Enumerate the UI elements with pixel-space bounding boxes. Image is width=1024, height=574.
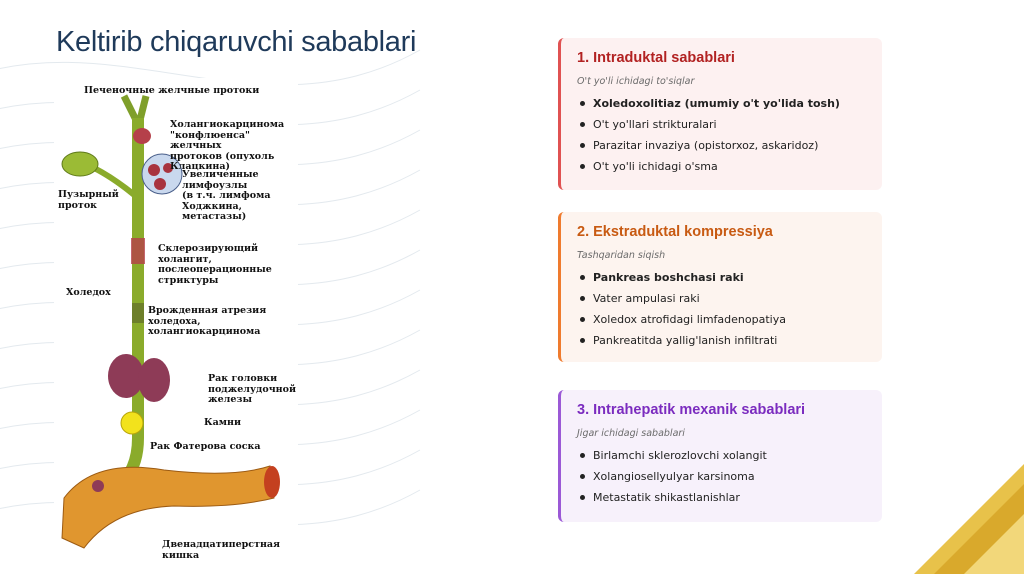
list-item: Pankreas boshchasi raki — [579, 267, 868, 288]
card-title: 1. Intraduktal sabablari — [577, 50, 735, 66]
label-choledoch: Холедох — [66, 287, 111, 298]
card-intrahepatic — [558, 390, 882, 522]
list-item: Vater ampulasi raki — [579, 288, 868, 309]
label-lymph-nodes: Увеличенные лимфоузлы (в т.ч. лимфома Ходжкина, метастазы) — [182, 169, 271, 222]
list-item: Birlamchi sklerozlovchi xolangit — [579, 445, 868, 466]
label-sclerosing: Склерозирующий холангит, послеоперационные стриктуры — [158, 243, 272, 286]
corner-decoration — [904, 464, 1024, 574]
label-duodenum: Двенадцатиперстная кишка — [162, 539, 281, 561]
card-list — [577, 93, 868, 177]
list-item: Xolangiosellyulyar karsinoma — [579, 466, 868, 487]
list-item: Pankreatitda yallig'lanish infiltrati — [579, 330, 868, 351]
slide-title: Keltirib chiqaruvchi sabablari — [56, 26, 417, 58]
card-list — [577, 445, 868, 508]
card-subtitle: O't yo'li ichidagi to'siqlar — [577, 76, 695, 87]
label-cystic-duct: Пузырный проток — [58, 189, 119, 211]
list-item: Parazitar invaziya (opistorxoz, askaridoz) — [579, 135, 868, 156]
bile-duct-illustration — [54, 78, 298, 561]
card-extraductal — [558, 212, 882, 362]
label-hepatic-ducts: Печеночные желчные протоки — [84, 85, 260, 96]
card-title: 3. Intrahepatik mexanik sabablari — [577, 402, 806, 418]
label-vater: Рак Фатерова соска — [150, 441, 261, 452]
label-pancreas: Рак головки поджелудочной железы — [208, 373, 296, 405]
card-intraductal — [558, 38, 882, 190]
label-atresia: Врожденная атрезия холедоха, холангиокарцинома — [148, 305, 267, 337]
label-klatskin: Холангиокарцинома "конфлюенса" желчных протоков (опухоль Клацкина) — [170, 119, 285, 172]
card-title: 2. Ekstraduktal kompressiya — [577, 224, 773, 240]
list-item: Xoledoxolitiaz (umumiy o't yo'lida tosh) — [579, 93, 868, 114]
card-list — [577, 267, 868, 351]
list-item: Metastatik shikastlanishlar — [579, 487, 868, 508]
list-item: Xoledox atrofidagi limfadenopatiya — [579, 309, 868, 330]
list-item: O't yo'li ichidagi o'sma — [579, 156, 868, 177]
card-subtitle: Jigar ichidagi sabablari — [577, 428, 685, 439]
list-item: O't yo'llari strikturalari — [579, 114, 868, 135]
label-stones: Камни — [204, 417, 242, 428]
card-subtitle: Tashqaridan siqish — [577, 250, 666, 261]
